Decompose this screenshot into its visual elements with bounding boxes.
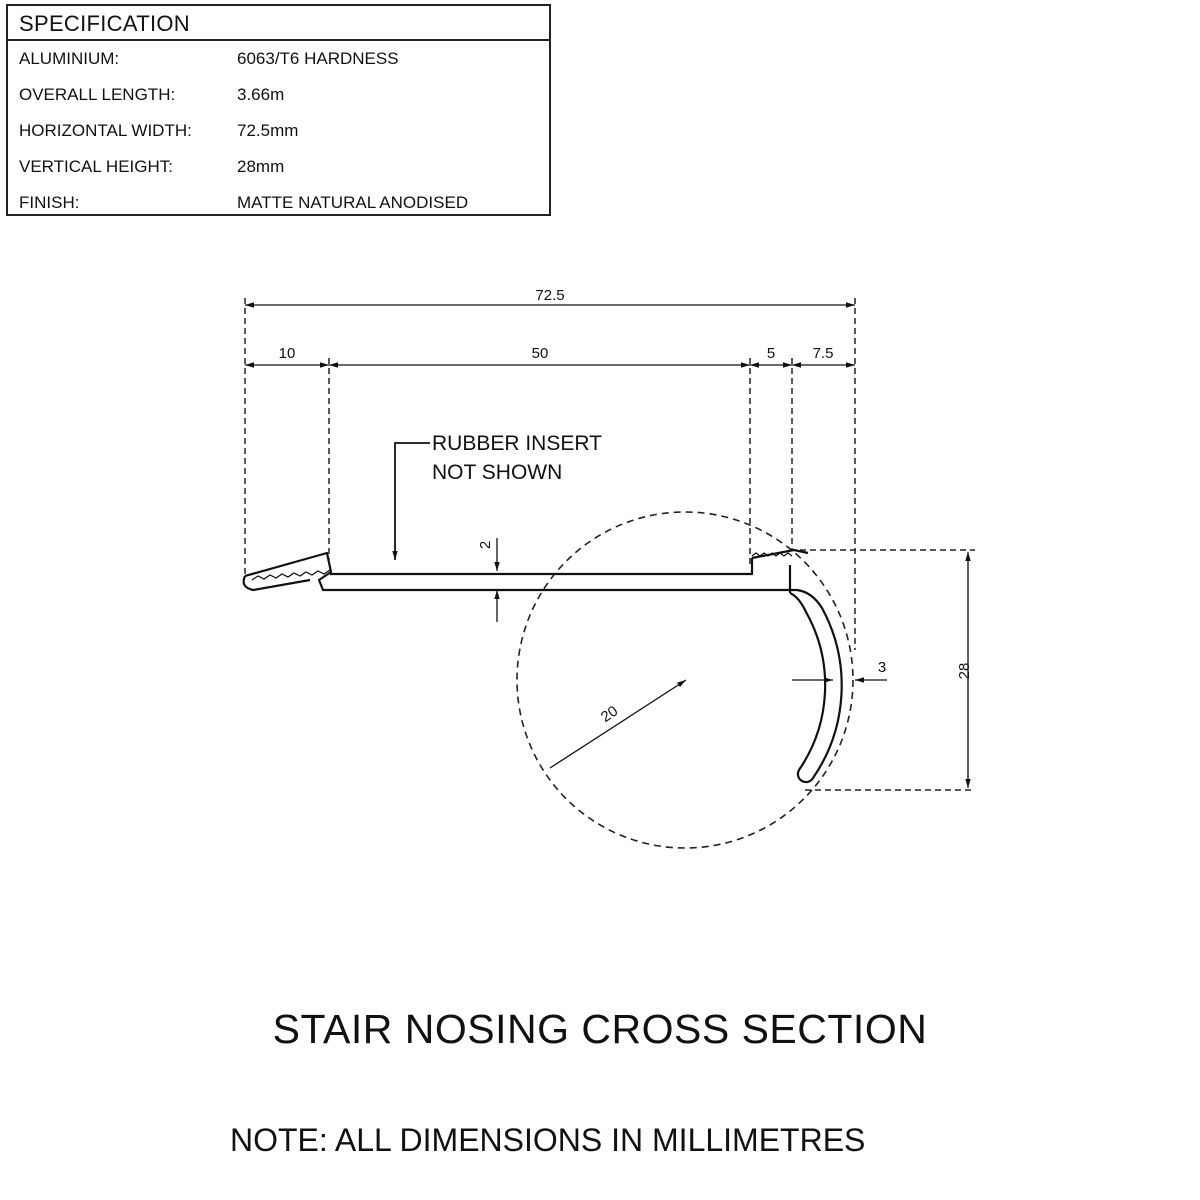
spec-value: 28mm [237, 157, 285, 176]
dim-overall-label: 72.5 [535, 287, 565, 304]
callout-text-line1: RUBBER INSERT [432, 432, 602, 455]
spec-value: MATTE NATURAL ANODISED [237, 193, 469, 212]
spec-value: 6063/T6 HARDNESS [237, 49, 399, 68]
spec-key: FINISH: [19, 193, 80, 212]
dim-serration-label: 5 [766, 345, 776, 362]
spec-key: HORIZONTAL WIDTH: [19, 121, 192, 140]
callout-leader [395, 443, 430, 560]
dim-left-lip-label: 10 [278, 345, 296, 362]
callout-text-line2: NOT SHOWN [432, 461, 563, 484]
dim-channel-label: 50 [531, 345, 549, 362]
dim-thickness-label: 2 [477, 540, 494, 550]
drawing-title: STAIR NOSING CROSS SECTION [272, 1006, 928, 1052]
dim-radius-label: 20 [597, 702, 622, 726]
serrations [252, 553, 792, 580]
nosing-profile [244, 550, 842, 782]
spec-key: VERTICAL HEIGHT: [19, 157, 173, 176]
specification-title: SPECIFICATION [8, 6, 549, 41]
spec-key: ALUMINIUM: [19, 49, 120, 68]
spec-key: OVERALL LENGTH: [19, 85, 176, 104]
dimensions-note: NOTE: ALL DIMENSIONS IN MILLIMETRES [230, 1122, 866, 1158]
spec-value: 72.5mm [237, 121, 299, 140]
dim-nose-thickness-label: 3 [877, 659, 887, 676]
dim-height-label: 28 [956, 662, 973, 680]
dim-nose-label: 7.5 [812, 345, 834, 362]
spec-value: 3.66m [237, 85, 285, 104]
